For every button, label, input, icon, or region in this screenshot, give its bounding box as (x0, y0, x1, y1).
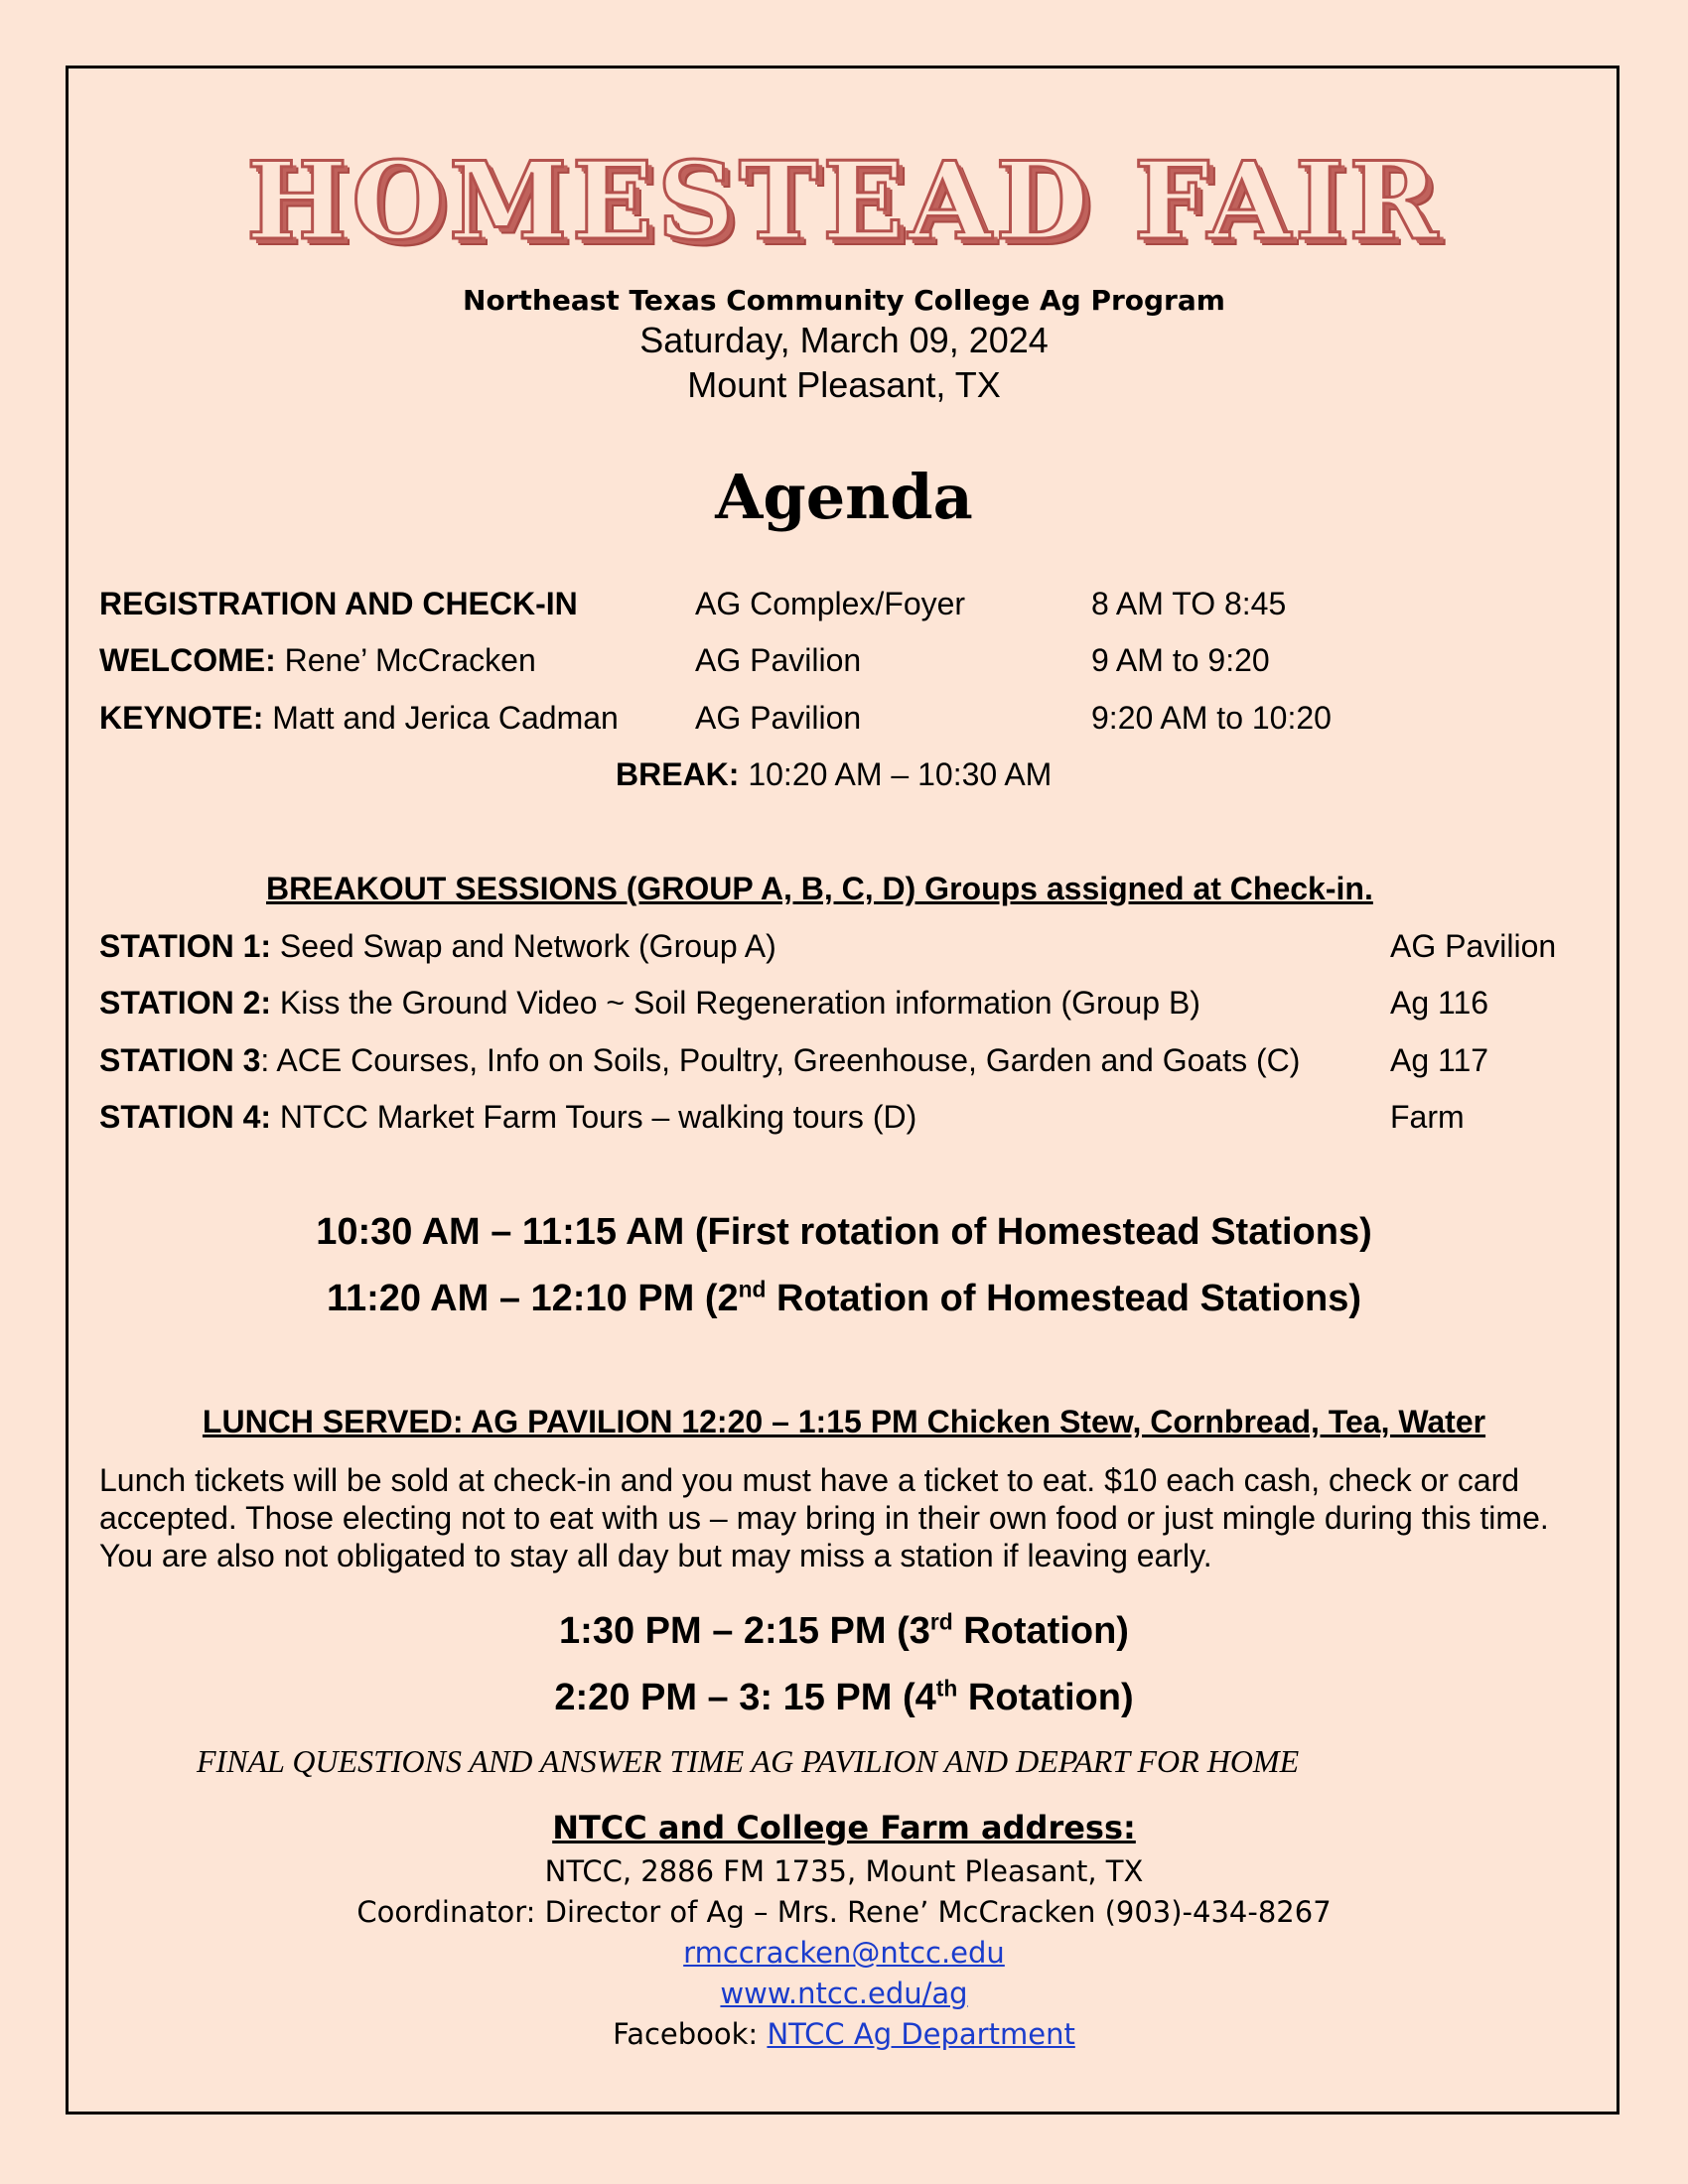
station-desc: Kiss the Ground Video ~ Soil Regeneration information (Group B) (271, 985, 1200, 1021)
schedule-place: AG Pavilion (695, 700, 862, 736)
schedule-label: WELCOME: (99, 642, 276, 678)
rotation-text-end: Rotation) (952, 1610, 1129, 1652)
station-desc: NTCC Market Farm Tours – walking tours (D) (271, 1099, 917, 1135)
rotation-3 (0, 1610, 1688, 1653)
schedule-place: AG Complex/Foyer (695, 586, 966, 621)
event-title: HOMESTEAD FAIR (245, 139, 1443, 264)
station-desc: Seed Swap and Network (Group A) (271, 928, 776, 964)
schedule-detail: Rene’ McCracken (275, 642, 536, 678)
rotation-4 (0, 1677, 1688, 1719)
rotation-sup: th (935, 1675, 958, 1702)
station-4 (99, 1099, 916, 1136)
schedule-detail: Matt and Jerica Cadman (263, 700, 619, 736)
station-label: STATION 1: (99, 928, 272, 964)
station-label: STATION 3 (99, 1042, 261, 1078)
rotation-text: 1:30 PM – 2:15 PM (3 (559, 1610, 930, 1652)
rotation-sup: rd (929, 1608, 953, 1635)
station-label: STATION 4: (99, 1099, 272, 1135)
event-location: Mount Pleasant, TX (687, 364, 1001, 405)
organization-name: Northeast Texas Community College Ag Program (463, 284, 1225, 317)
rotation-text: 2:20 PM – 3: 15 PM (4 (554, 1677, 936, 1718)
facebook-link[interactable]: NTCC Ag Department (767, 2017, 1075, 2051)
facebook-label: Facebook: (613, 2017, 768, 2051)
station-desc: : ACE Courses, Info on Soils, Poultry, Greenhouse, Garden and Goats (C) (260, 1042, 1301, 1078)
event-date: Saturday, March 09, 2024 (639, 320, 1049, 360)
break-line (616, 756, 1052, 793)
station-2 (99, 985, 1200, 1022)
breakout-heading: BREAKOUT SESSIONS (GROUP A, B, C, D) Groups assigned at Check-in. (266, 871, 1373, 906)
rotation-text-end: Rotation) (957, 1677, 1134, 1718)
station-room: AG Pavilion (1390, 928, 1557, 964)
schedule-time: 9:20 AM to 10:20 (1091, 700, 1332, 736)
rotation-1 (0, 1211, 1688, 1254)
footer-website-line (0, 1977, 1688, 2010)
footer-address: NTCC, 2886 FM 1735, Mount Pleasant, TX (544, 1854, 1144, 1888)
schedule-item-registration (99, 586, 578, 622)
station-label: STATION 2: (99, 985, 272, 1021)
rotation-sup: nd (738, 1276, 767, 1302)
rotation-text-end: Rotation of Homestead Stations) (766, 1278, 1362, 1319)
break-label: BREAK: (616, 756, 740, 792)
station-room: Ag 116 (1390, 985, 1489, 1021)
footer-coordinator: Coordinator: Director of Ag – Mrs. Rene’ McCracken (903)-434-8267 (356, 1895, 1332, 1929)
lunch-heading: LUNCH SERVED: AG PAVILION 12:20 – 1:15 PM Chicken Stew, Cornbread, Tea, Water (202, 1404, 1486, 1439)
footer-facebook-line (0, 2017, 1688, 2051)
schedule-time: 9 AM to 9:20 (1091, 642, 1270, 678)
station-3 (99, 1042, 1300, 1079)
footer-email-line (0, 1936, 1688, 1970)
station-room: Ag 117 (1390, 1042, 1489, 1078)
rotation-text: 10:30 AM – 11:15 AM (First rotation of Homestead Stations) (316, 1211, 1372, 1253)
rotation-2 (0, 1278, 1688, 1320)
final-note: FINAL QUESTIONS AND ANSWER TIME AG PAVILION AND DEPART FOR HOME (197, 1743, 1300, 1779)
schedule-label: KEYNOTE: (99, 700, 264, 736)
agenda-heading: Agenda (715, 461, 973, 533)
schedule-place: AG Pavilion (695, 642, 862, 678)
footer-heading: NTCC and College Farm address: (552, 1809, 1136, 1846)
station-1 (99, 928, 776, 965)
schedule-label: REGISTRATION AND CHECK-IN (99, 586, 578, 621)
email-link[interactable]: rmccracken@ntcc.edu (683, 1936, 1005, 1970)
lunch-info: Lunch tickets will be sold at check-in and you must have a ticket to eat. $10 each cash, check or card accepted. Those electing not to eat with us – may bring in their own food or just mingle during this time. You are also not obligated to stay all day but may miss a station if leaving early. (99, 1462, 1549, 1573)
schedule-item-keynote (99, 700, 619, 737)
schedule-time: 8 AM TO 8:45 (1091, 586, 1287, 621)
break-time: 10:20 AM – 10:30 AM (739, 756, 1053, 792)
rotation-text: 11:20 AM – 12:10 PM (2 (326, 1278, 739, 1319)
website-link[interactable]: www.ntcc.edu/ag (720, 1977, 968, 2010)
station-room: Farm (1390, 1099, 1465, 1135)
schedule-item-welcome (99, 642, 536, 679)
